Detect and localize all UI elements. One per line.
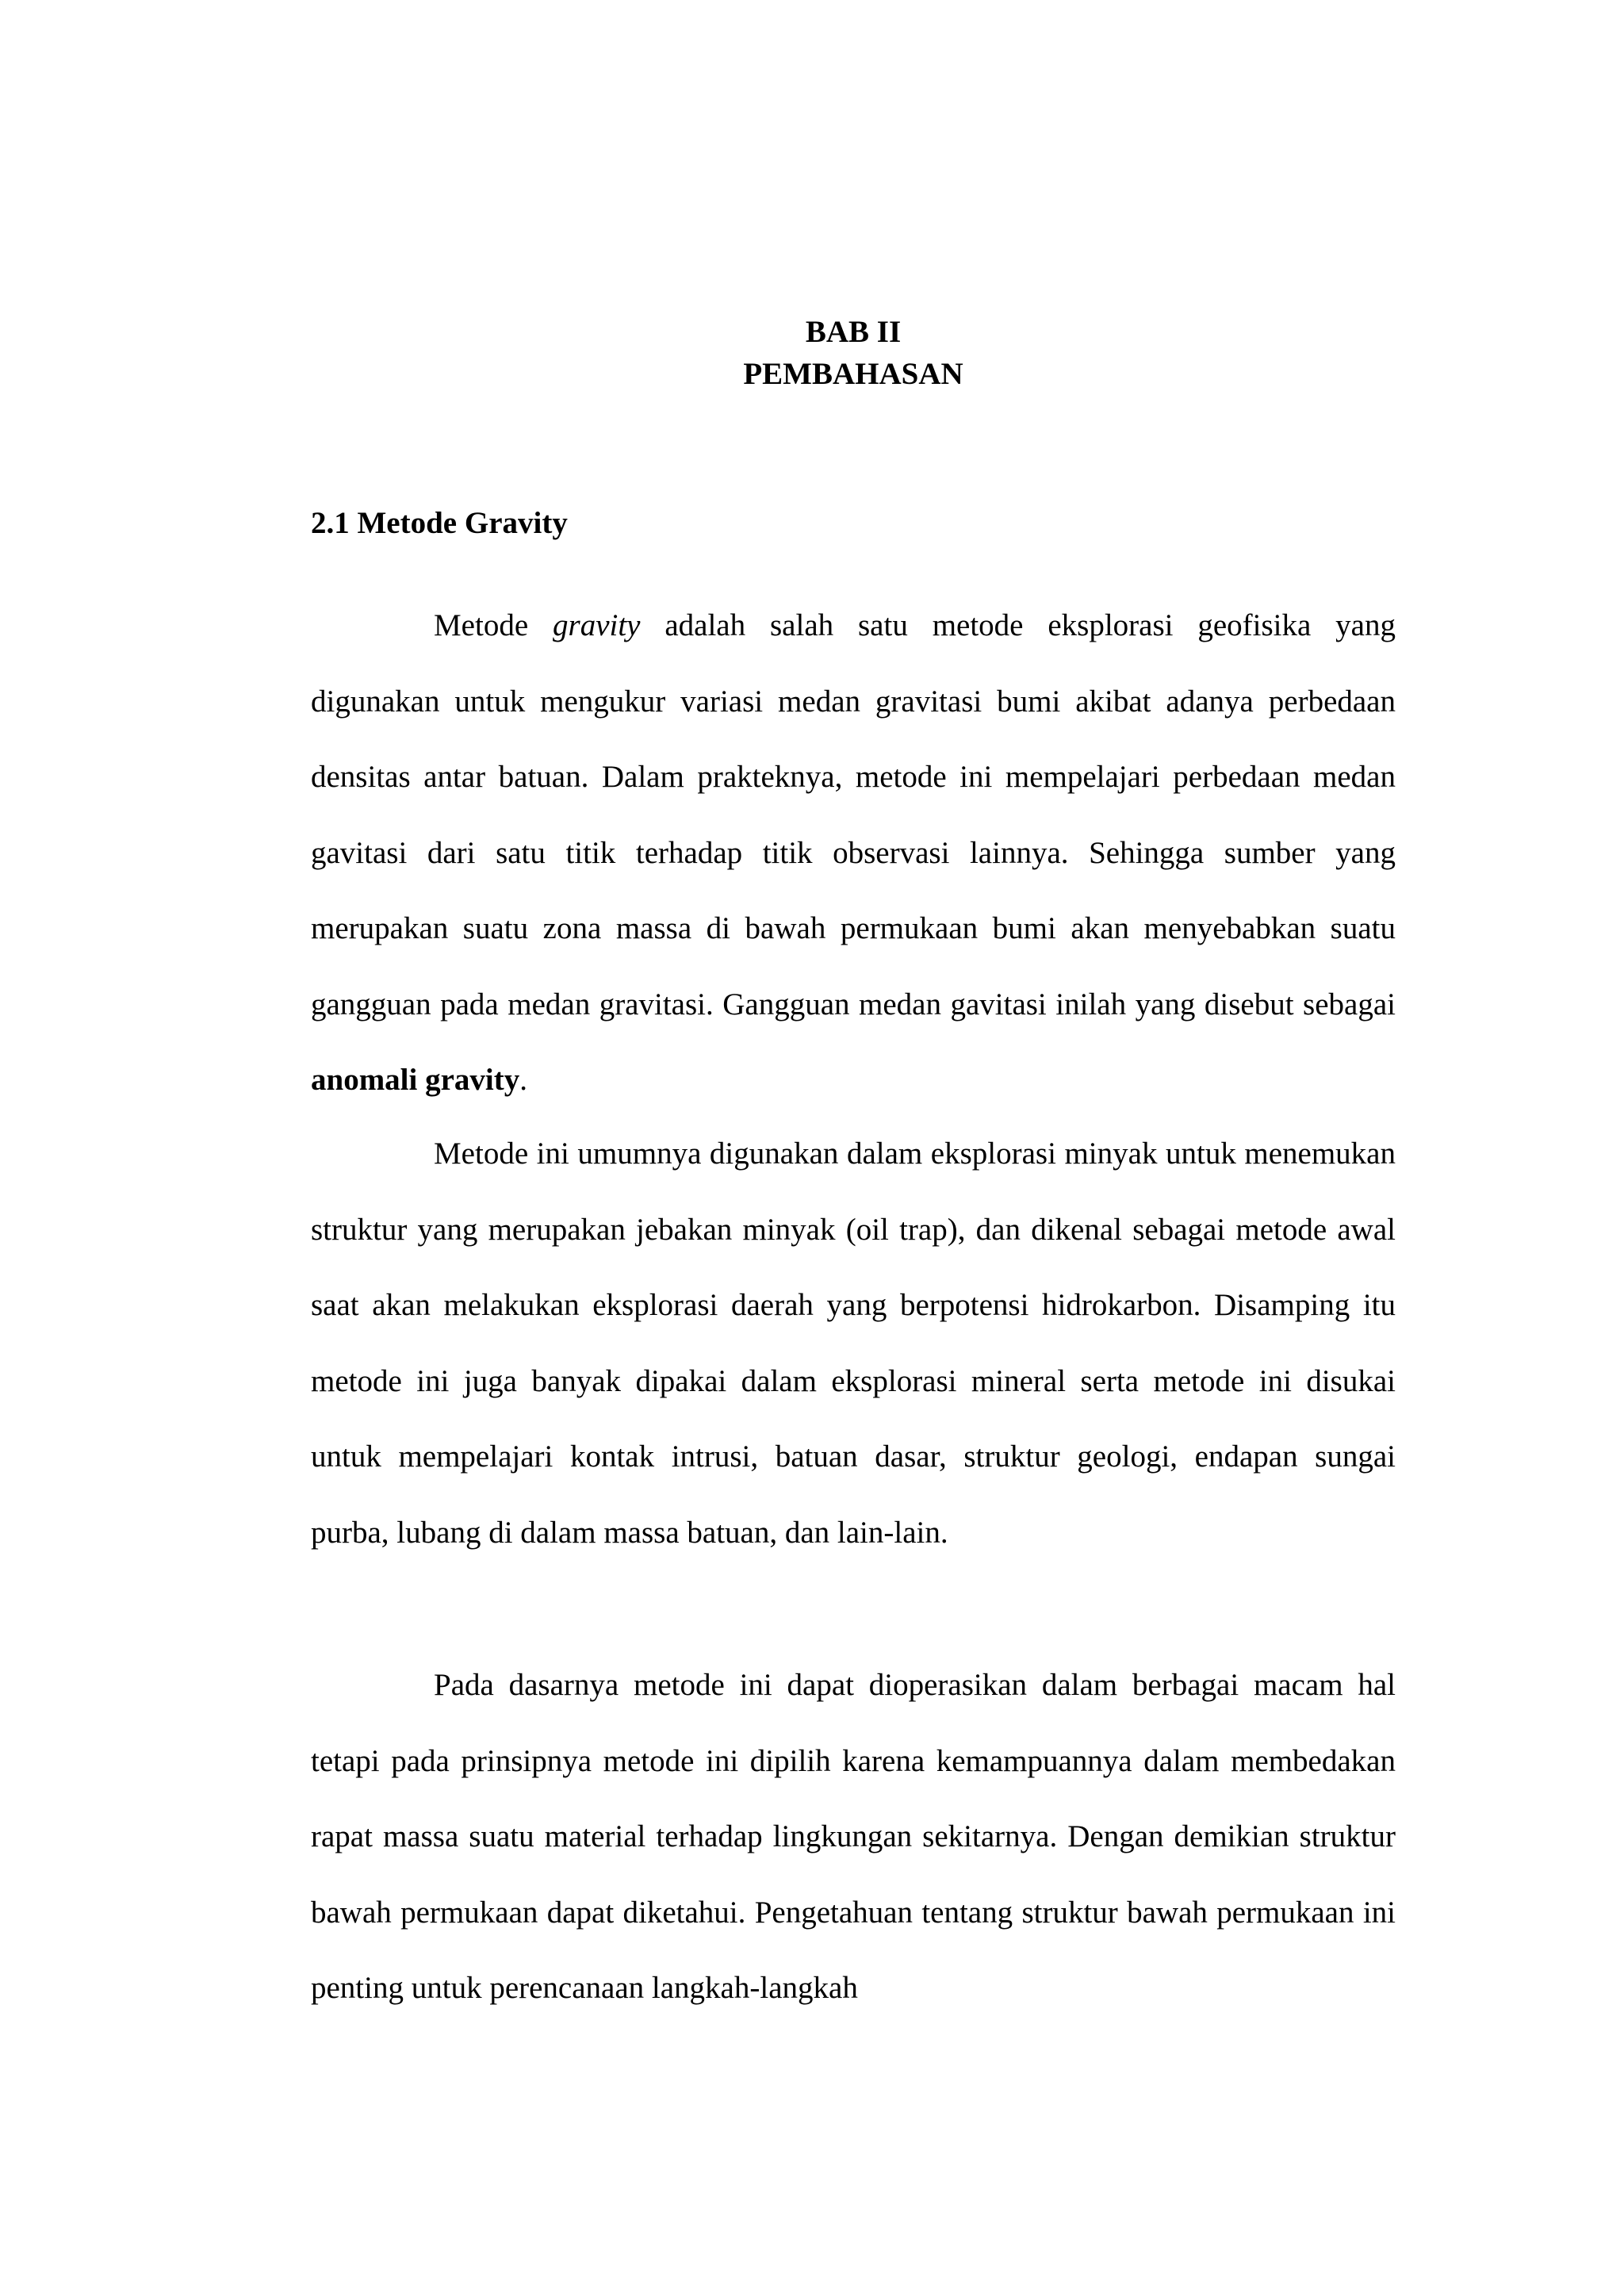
paragraph-gravity-definition xyxy=(311,588,1396,1118)
chapter-number: BAB II xyxy=(805,315,902,349)
paragraph-gravity-principle: Pada dasarnya metode ini dapat dioperasikan dalam berbagai macam hal tetapi pada prinsipnya metode ini dipilih karena kemampuannya dalam membedakan rapat massa suatu material terhadap lingkungan sekitarnya. Dengan demikian struktur bawah permukaan dapat diketahui. Pengetahuan tentang struktur bawah permukaan ini penting untuk perencanaan langkah-langkah xyxy=(311,1668,1396,2005)
section-heading: 2.1 Metode Gravity xyxy=(311,506,568,540)
paragraph-end-punctuation: . xyxy=(519,1063,527,1097)
italic-term-gravity: gravity xyxy=(553,608,641,642)
paragraph-body-text: adalah salah satu metode eksplorasi geofisika yang digunakan untuk mengukur variasi medan gravitasi bumi akibat adanya perbedaan densitas antar batuan. Dalam prakteknya, metode ini mempelajari perbedaan medan gavitasi dari satu titik terhadap titik observasi lainnya. Sehingga sumber yang merupakan suatu zona massa di bawah permukaan bumi akan menyebabkan suatu gangguan pada medan gravitasi. Gangguan medan gavitasi inilah yang disebut sebagai xyxy=(311,608,1396,1022)
paragraph-lead-text: Metode xyxy=(434,608,553,642)
bold-term-anomali-gravity: anomali gravity xyxy=(311,1063,520,1097)
paragraph-gravity-applications: Metode ini umumnya digunakan dalam eksplorasi minyak untuk menemukan struktur yang merupakan jebakan minyak (oil trap), dan dikenal sebagai metode awal saat akan melakukan eksplorasi daerah yang berpotensi hidrokarbon. Disamping itu metode ini juga banyak dipakai dalam eksplorasi mineral serta metode ini disukai untuk mempelajari kontak intrusi, batuan dasar, struktur geologi, endapan sungai purba, lubang di dalam massa batuan, dan lain-lain. xyxy=(311,1137,1396,1550)
chapter-title: PEMBAHASAN xyxy=(743,357,963,391)
